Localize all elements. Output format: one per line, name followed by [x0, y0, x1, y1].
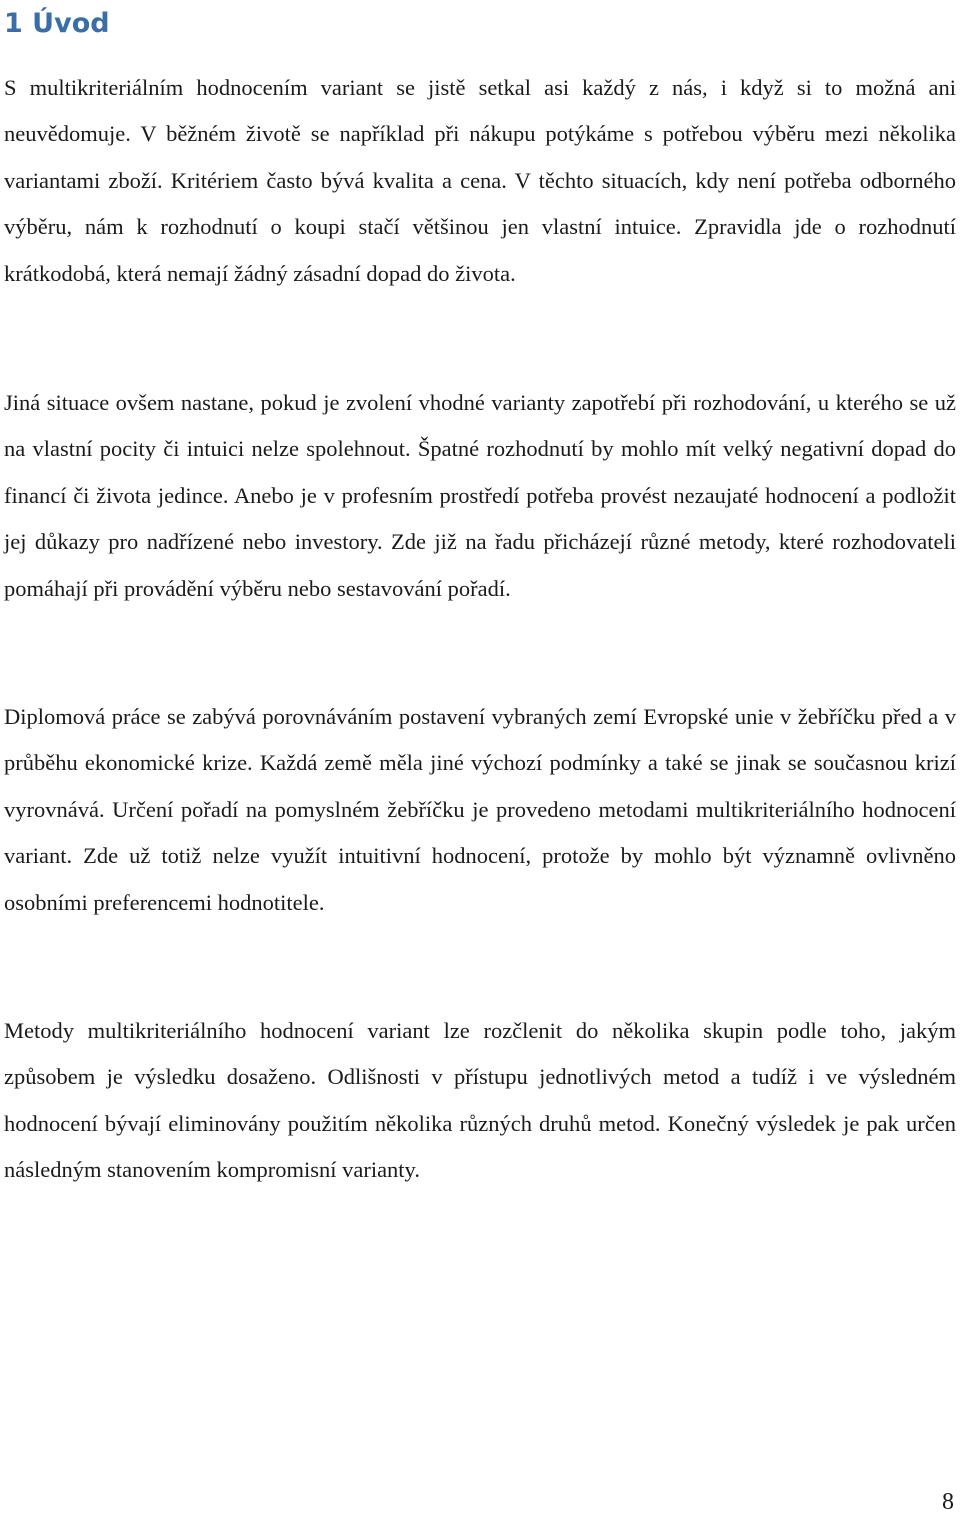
- page-number: 8: [942, 1489, 954, 1515]
- paragraph-3: Diplomová práce se zabývá porovnáváním postavení vybraných zemí Evropské unie v žebříčku před a v průběhu ekonomické krize. Každá země měla jiné výchozí podmínky a také se jinak se současnou krizí vyrovnává. Určení pořadí na pomyslném žebříčku je provedeno metodami multikriteriálního hodnocení variant. Zde už totiž nelze využít intuitivní hodnocení, protože by mohlo být významně ovlivněno osobními preferencemi hodnotitele.: [4, 704, 956, 915]
- paragraph-1: S multikriteriálním hodnocením variant se jistě setkal asi každý z nás, i když si to možná ani neuvědomuje. V běžném životě se například při nákupu potýkáme s potřebou výběru mezi několika variantami zboží. Kritériem často bývá kvalita a cena. V těchto situacích, kdy není potřeba odborného výběru, nám k rozhodnutí o koupi stačí většinou jen vlastní intuice. Zpravidla jde o rozhodnutí krátkodobá, která nemají žádný zásadní dopad do života.: [4, 75, 956, 286]
- paragraph-2: Jiná situace ovšem nastane, pokud je zvolení vhodné varianty zapotřebí při rozhodování, u kterého se už na vlastní pocity či intuici nelze spolehnout. Špatné rozhodnutí by mohlo mít velký negativní dopad do financí či života jedince. Anebo je v profesním prostředí potřeba provést nezaujaté hodnocení a podložit jej důkazy pro nadřízené nebo investory. Zde již na řadu přicházejí různé metody, které rozhodovateli pomáhají při provádění výběru nebo sestavování pořadí.: [4, 390, 956, 601]
- paragraph-4: Metody multikriteriálního hodnocení variant lze rozčlenit do několika skupin podle toho, jakým způsobem je výsledku dosaženo. Odlišnosti v přístupu jednotlivých metod a tudíž i ve výsledném hodnocení bývají eliminovány použitím několika různých druhů metod. Konečný výsledek je pak určen následným stanovením kompromisní varianty.: [4, 1018, 956, 1183]
- chapter-heading: 1 Úvod: [4, 8, 110, 39]
